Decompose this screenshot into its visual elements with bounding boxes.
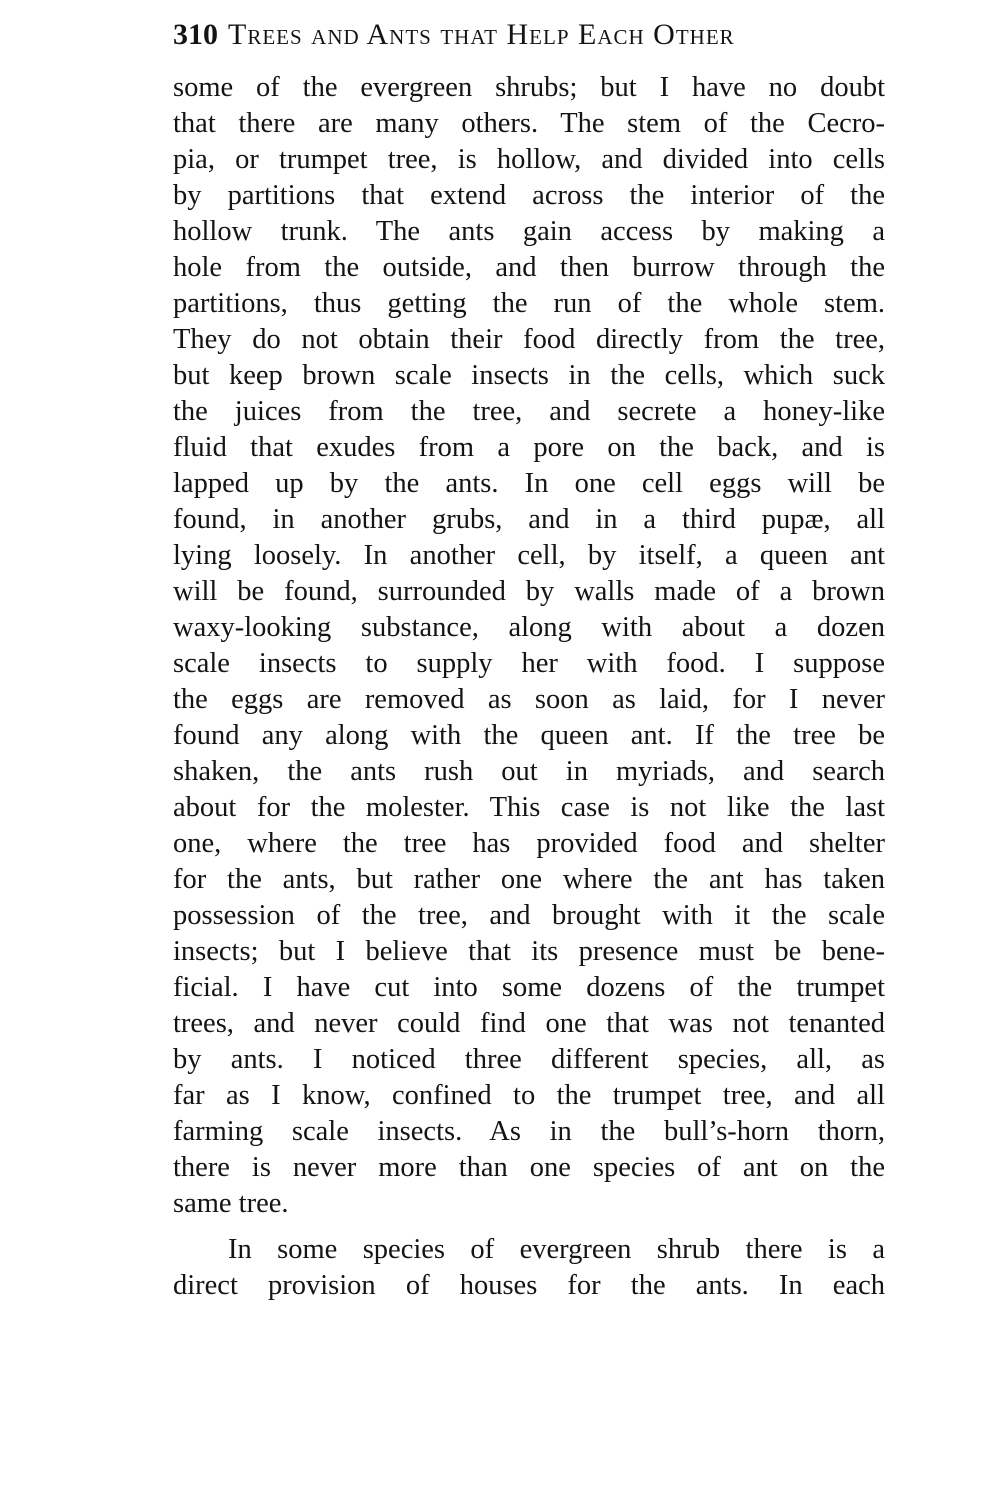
text-line: by partitions that extend across the interior of the xyxy=(173,180,885,211)
text-line: In some species of evergreen shrub there is a xyxy=(228,1234,885,1265)
paragraph-spacer xyxy=(173,1222,885,1232)
text-line: found, in another grubs, and in a third pupæ, all xyxy=(173,504,885,535)
paragraph-2 xyxy=(173,1232,885,1304)
text-line: shaken, the ants rush out in myriads, and search xyxy=(173,756,885,787)
paragraph-1 xyxy=(173,70,885,1222)
text-line: lapped up by the ants. In one cell eggs will be xyxy=(173,468,885,499)
text-line: trees, and never could find one that was not tenanted xyxy=(173,1008,885,1039)
text-line: far as I know, confined to the trumpet tree, and all xyxy=(173,1080,885,1111)
text-line: They do not obtain their food directly from the tree, xyxy=(173,324,885,355)
text-line: by ants. I noticed three different species, all, as xyxy=(173,1044,885,1075)
text-line: for the ants, but rather one where the ant has taken xyxy=(173,864,885,895)
text-line: partitions, thus getting the run of the whole stem. xyxy=(173,288,885,319)
text-line: one, where the tree has provided food and shelter xyxy=(173,828,885,859)
text-line: that there are many others. The stem of the Cecro- xyxy=(173,108,885,139)
page-header xyxy=(173,18,885,58)
text-line: insects; but I believe that its presence must be bene- xyxy=(173,936,885,967)
text-line: waxy-looking substance, along with about a dozen xyxy=(173,612,885,643)
text-line: direct provision of houses for the ants. In each xyxy=(173,1270,885,1301)
text-line: scale insects to supply her with food. I suppose xyxy=(173,648,885,679)
text-line: fluid that exudes from a pore on the back, and is xyxy=(173,432,885,463)
text-line: farming scale insects. As in the bull’s-horn thorn, xyxy=(173,1116,885,1147)
text-line: ficial. I have cut into some dozens of the trumpet xyxy=(173,972,885,1003)
page-number: 310 xyxy=(173,18,218,51)
text-line: there is never more than one species of ant on the xyxy=(173,1152,885,1183)
text-line: the juices from the tree, and secrete a honey-like xyxy=(173,396,885,427)
text-line: found any along with the queen ant. If the tree be xyxy=(173,720,885,751)
text-line: hollow trunk. The ants gain access by making a xyxy=(173,216,885,247)
text-line: possession of the tree, and brought with it the scale xyxy=(173,900,885,931)
text-line: lying loosely. In another cell, by itself, a queen ant xyxy=(173,540,885,571)
text-line: about for the molester. This case is not like the last xyxy=(173,792,885,823)
text-line: but keep brown scale insects in the cells, which suck xyxy=(173,360,885,391)
text-line: will be found, surrounded by walls made of a brown xyxy=(173,576,885,607)
text-line: hole from the outside, and then burrow through the xyxy=(173,252,885,283)
text-line: the eggs are removed as soon as laid, for I never xyxy=(173,684,885,715)
text-line: some of the evergreen shrubs; but I have no doubt xyxy=(173,72,885,103)
text-line: same tree. xyxy=(173,1188,289,1219)
running-title: Trees and Ants that Help Each Other xyxy=(228,18,735,51)
text-line: pia, or trumpet tree, is hollow, and divided into cells xyxy=(173,144,885,175)
body-text xyxy=(173,70,885,1304)
